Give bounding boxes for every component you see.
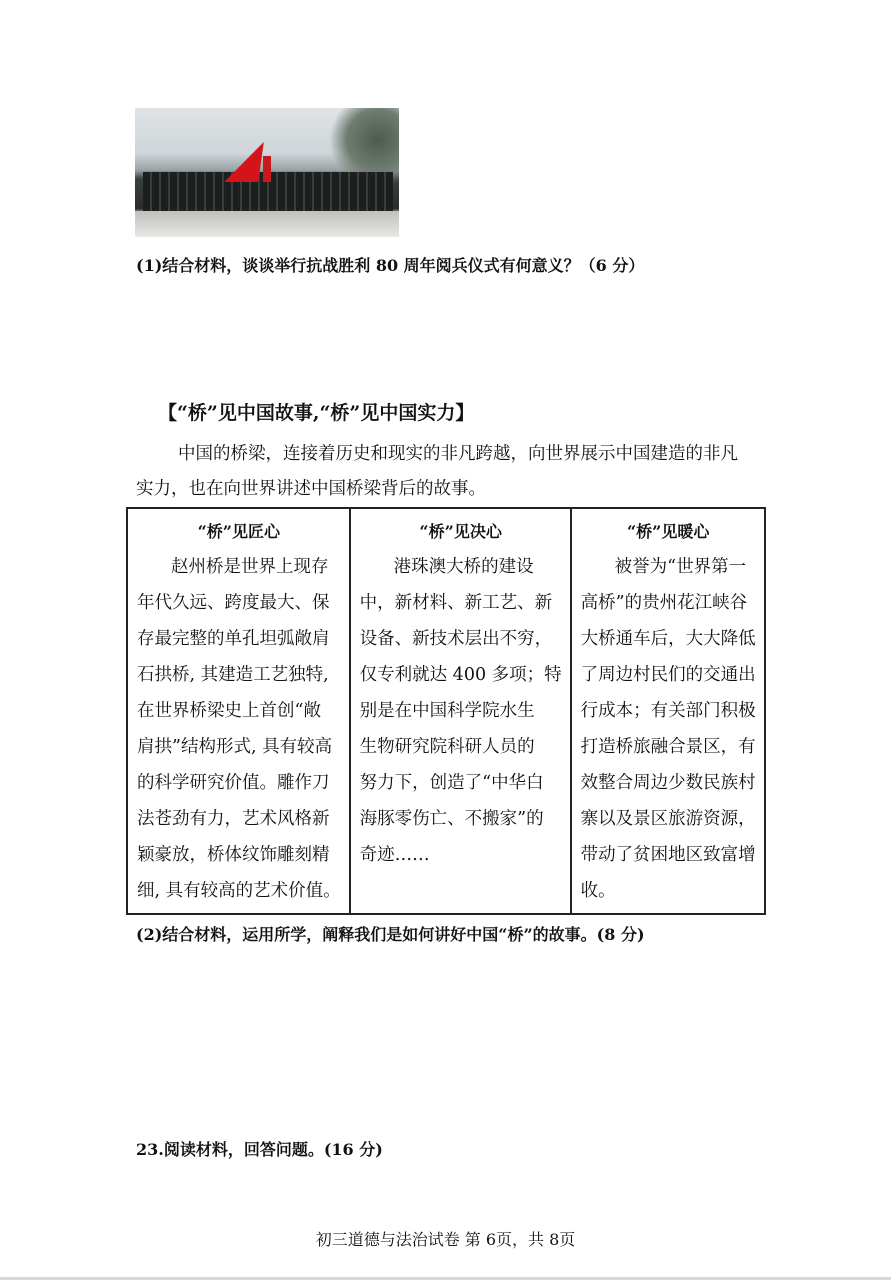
cell-text-line: 行成本；有关部门积极 xyxy=(580,701,756,721)
cell-text-line: 高桥”的贵州花江峡谷 xyxy=(580,593,748,613)
intro-line: 中国的桥梁，连接着历史和现实的非凡跨越，向世界展示中国建造的非凡 xyxy=(178,444,738,464)
cell-text-line: 大桥通车后，大大降低 xyxy=(580,629,756,649)
cell-text-line: 效整合周边少数民族村 xyxy=(580,773,756,793)
table-cell xyxy=(127,508,350,914)
cell-text-line: 颖豪放，桥体纹饰雕刻精 xyxy=(137,845,330,865)
cell-text-line: 别是在中国科学院水生 xyxy=(359,701,535,721)
column-heading: “桥”见暖心 xyxy=(626,522,710,541)
cell-text-line: 肩拱”结构形式, 具有较高 xyxy=(137,737,333,757)
cell-text-line: 存最完整的单孔坦弧敞肩 xyxy=(137,629,330,649)
intro-paragraph xyxy=(136,437,776,507)
cell-text-line: 努力下，创造了“中华白 xyxy=(359,773,544,793)
cell-text-line: 的科学研究价值。雕作刀 xyxy=(137,773,330,793)
cell-text-line: 赵州桥是世界上现存 xyxy=(171,557,329,577)
military-parade-photo xyxy=(135,108,399,237)
cell-text-line: 海豚零伤亡、不搬家”的 xyxy=(359,809,544,829)
cell-text-line: 寨以及景区旅游资源， xyxy=(580,809,756,829)
section-title: 【“桥”见中国故事,“桥”见中国实力】 xyxy=(158,402,475,424)
cell-text-line: 年代久远、跨度最大、保 xyxy=(137,593,330,613)
column-heading: “桥”见决心 xyxy=(419,522,502,541)
cell-text-line: 细, 具有较高的艺术价值。 xyxy=(137,881,341,901)
intro-line: 实力，也在向世界讲述中国桥梁背后的故事。 xyxy=(136,479,486,499)
cell-text-line: 仅专利就达 400 多项；特 xyxy=(359,665,562,685)
cell-text-line: 设备、新技术层出不穷， xyxy=(359,629,553,649)
cell-text-line: 中，新材料、新工艺、新 xyxy=(359,593,553,613)
cell-text-line: 港珠澳大桥的建设 xyxy=(393,557,534,577)
cell-text-line: 生物研究院科研人员的 xyxy=(359,737,535,757)
page-footer: 初三道德与法治试卷 第 6页，共 8页 xyxy=(315,1230,576,1249)
cell-text-line: 带动了贫困地区致富增 xyxy=(580,845,756,865)
question-23: 23.阅读材料，回答问题。(16 分) xyxy=(136,1140,383,1159)
cell-text-line: 奇迹…… xyxy=(359,845,430,865)
question-1: (1)结合材料，谈谈举行抗战胜利 80 周年阅兵仪式有何意义？（6 分） xyxy=(136,256,645,275)
cell-text-line: 法苍劲有力，艺术风格新 xyxy=(137,809,330,829)
column-heading: “桥”见匠心 xyxy=(197,522,281,541)
cell-text-line: 被誉为“世界第一 xyxy=(614,557,747,577)
cell-text-line: 石拱桥, 其建造工艺独特, xyxy=(137,665,329,685)
cell-text-line: 了周边村民们的交通出 xyxy=(580,665,756,685)
question-2: (2)结合材料，运用所学，阐释我们是如何讲好中国“桥”的故事。(8 分) xyxy=(136,925,645,944)
cell-text-line: 在世界桥梁史上首创“敞 xyxy=(137,701,321,721)
cell-text-line: 打造桥旅融合景区，有 xyxy=(580,737,756,757)
bridge-table xyxy=(126,507,766,915)
table-cell xyxy=(350,508,571,914)
cell-text-line: 收。 xyxy=(580,881,616,901)
table-cell xyxy=(571,508,765,914)
